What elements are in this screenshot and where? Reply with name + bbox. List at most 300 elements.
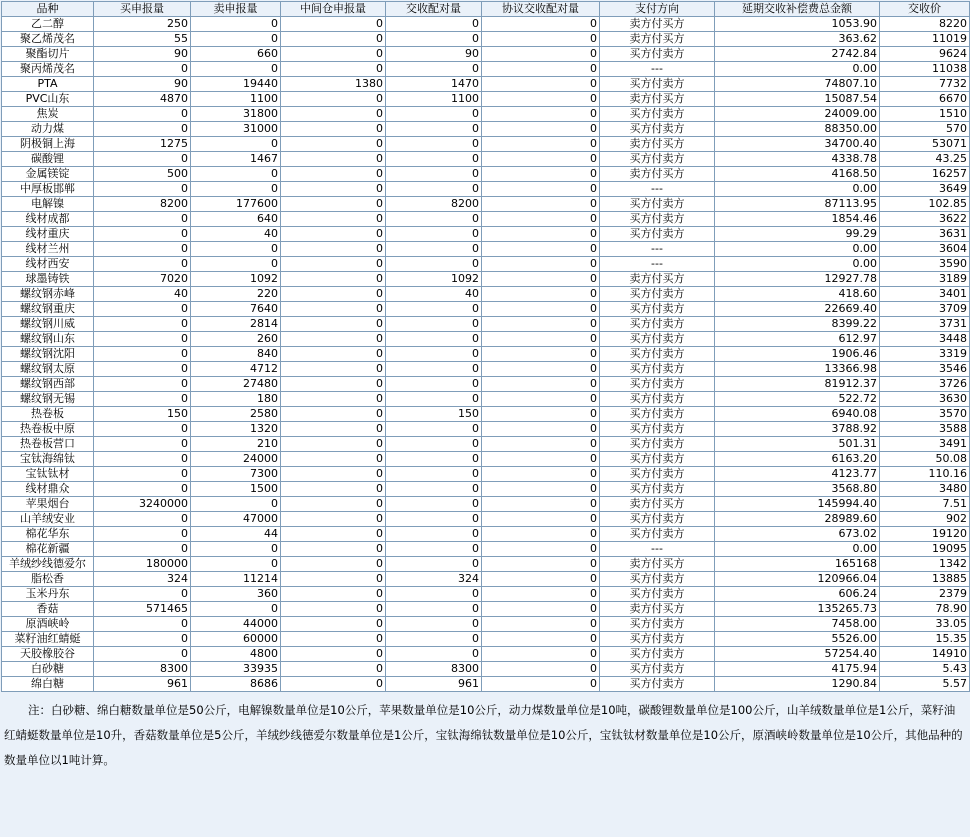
table-row bbox=[2, 137, 970, 152]
header-compensation-total: 延期交收补偿费总金额 bbox=[715, 2, 880, 17]
cell-settlement-price: 3731 bbox=[880, 317, 970, 332]
cell-sell-declared: 11214 bbox=[191, 572, 281, 587]
table-row bbox=[2, 92, 970, 107]
cell-variety: 线材成都 bbox=[2, 212, 94, 227]
cell-compensation-total: 4338.78 bbox=[715, 152, 880, 167]
cell-payment-direction: 卖方付买方 bbox=[600, 17, 715, 32]
cell-settlement-price: 1342 bbox=[880, 557, 970, 572]
cell-settlement-price: 50.08 bbox=[880, 452, 970, 467]
cell-variety: 乙二醇 bbox=[2, 17, 94, 32]
cell-sell-declared: 2580 bbox=[191, 407, 281, 422]
cell-compensation-total: 13366.98 bbox=[715, 362, 880, 377]
cell-payment-direction: 买方付卖方 bbox=[600, 677, 715, 692]
cell-matched-volume: 0 bbox=[386, 497, 482, 512]
cell-agreement-matched: 0 bbox=[482, 542, 600, 557]
cell-agreement-matched: 0 bbox=[482, 662, 600, 677]
cell-settlement-price: 3630 bbox=[880, 392, 970, 407]
cell-agreement-matched: 0 bbox=[482, 32, 600, 47]
cell-settlement-price: 33.05 bbox=[880, 617, 970, 632]
table-row bbox=[2, 437, 970, 452]
cell-matched-volume: 90 bbox=[386, 47, 482, 62]
cell-compensation-total: 5526.00 bbox=[715, 632, 880, 647]
cell-matched-volume: 0 bbox=[386, 182, 482, 197]
cell-compensation-total: 135265.73 bbox=[715, 602, 880, 617]
cell-payment-direction: 买方付卖方 bbox=[600, 122, 715, 137]
cell-matched-volume: 0 bbox=[386, 17, 482, 32]
cell-intermediate-declared: 0 bbox=[281, 92, 386, 107]
cell-buy-declared: 4870 bbox=[94, 92, 191, 107]
cell-buy-declared: 0 bbox=[94, 212, 191, 227]
table-row bbox=[2, 557, 970, 572]
cell-payment-direction: 买方付卖方 bbox=[600, 527, 715, 542]
cell-variety: 螺纹钢川威 bbox=[2, 317, 94, 332]
cell-compensation-total: 1290.84 bbox=[715, 677, 880, 692]
cell-buy-declared: 0 bbox=[94, 227, 191, 242]
cell-compensation-total: 4123.77 bbox=[715, 467, 880, 482]
cell-agreement-matched: 0 bbox=[482, 572, 600, 587]
cell-agreement-matched: 0 bbox=[482, 407, 600, 422]
cell-payment-direction: 买方付卖方 bbox=[600, 572, 715, 587]
cell-matched-volume: 0 bbox=[386, 392, 482, 407]
cell-intermediate-declared: 0 bbox=[281, 527, 386, 542]
cell-agreement-matched: 0 bbox=[482, 212, 600, 227]
cell-buy-declared: 0 bbox=[94, 317, 191, 332]
cell-buy-declared: 55 bbox=[94, 32, 191, 47]
cell-variety: 螺纹钢无锡 bbox=[2, 392, 94, 407]
cell-compensation-total: 81912.37 bbox=[715, 377, 880, 392]
cell-settlement-price: 14910 bbox=[880, 647, 970, 662]
cell-buy-declared: 571465 bbox=[94, 602, 191, 617]
cell-buy-declared: 0 bbox=[94, 362, 191, 377]
cell-buy-declared: 500 bbox=[94, 167, 191, 182]
cell-compensation-total: 1854.46 bbox=[715, 212, 880, 227]
cell-matched-volume: 1100 bbox=[386, 92, 482, 107]
cell-matched-volume: 0 bbox=[386, 632, 482, 647]
table-header-row bbox=[2, 2, 970, 17]
cell-matched-volume: 0 bbox=[386, 227, 482, 242]
cell-sell-declared: 60000 bbox=[191, 632, 281, 647]
cell-matched-volume: 8300 bbox=[386, 662, 482, 677]
cell-settlement-price: 78.90 bbox=[880, 602, 970, 617]
table-row bbox=[2, 212, 970, 227]
cell-payment-direction: 卖方付买方 bbox=[600, 272, 715, 287]
cell-compensation-total: 418.60 bbox=[715, 287, 880, 302]
cell-compensation-total: 606.24 bbox=[715, 587, 880, 602]
cell-settlement-price: 13885 bbox=[880, 572, 970, 587]
cell-sell-declared: 4712 bbox=[191, 362, 281, 377]
table-row bbox=[2, 152, 970, 167]
cell-compensation-total: 363.62 bbox=[715, 32, 880, 47]
cell-buy-declared: 0 bbox=[94, 482, 191, 497]
cell-compensation-total: 1053.90 bbox=[715, 17, 880, 32]
cell-sell-declared: 640 bbox=[191, 212, 281, 227]
cell-settlement-price: 5.43 bbox=[880, 662, 970, 677]
cell-buy-declared: 0 bbox=[94, 452, 191, 467]
cell-payment-direction: 买方付卖方 bbox=[600, 392, 715, 407]
cell-compensation-total: 7458.00 bbox=[715, 617, 880, 632]
cell-sell-declared: 660 bbox=[191, 47, 281, 62]
cell-matched-volume: 0 bbox=[386, 332, 482, 347]
cell-variety: 热卷板营口 bbox=[2, 437, 94, 452]
cell-settlement-price: 110.16 bbox=[880, 467, 970, 482]
cell-compensation-total: 99.29 bbox=[715, 227, 880, 242]
cell-matched-volume: 0 bbox=[386, 302, 482, 317]
cell-payment-direction: 买方付卖方 bbox=[600, 482, 715, 497]
cell-payment-direction: 买方付卖方 bbox=[600, 662, 715, 677]
table-row bbox=[2, 107, 970, 122]
cell-settlement-price: 5.57 bbox=[880, 677, 970, 692]
cell-sell-declared: 1500 bbox=[191, 482, 281, 497]
cell-compensation-total: 88350.00 bbox=[715, 122, 880, 137]
cell-payment-direction: 卖方付买方 bbox=[600, 602, 715, 617]
cell-matched-volume: 0 bbox=[386, 617, 482, 632]
cell-sell-declared: 180 bbox=[191, 392, 281, 407]
cell-compensation-total: 0.00 bbox=[715, 257, 880, 272]
cell-settlement-price: 2379 bbox=[880, 587, 970, 602]
cell-payment-direction: 买方付卖方 bbox=[600, 77, 715, 92]
cell-buy-declared: 0 bbox=[94, 542, 191, 557]
cell-variety: 棉花华东 bbox=[2, 527, 94, 542]
cell-variety: 螺纹钢太原 bbox=[2, 362, 94, 377]
cell-payment-direction: 买方付卖方 bbox=[600, 587, 715, 602]
cell-matched-volume: 0 bbox=[386, 152, 482, 167]
cell-intermediate-declared: 0 bbox=[281, 512, 386, 527]
cell-buy-declared: 0 bbox=[94, 107, 191, 122]
cell-compensation-total: 3568.80 bbox=[715, 482, 880, 497]
cell-payment-direction: 买方付卖方 bbox=[600, 377, 715, 392]
cell-settlement-price: 19095 bbox=[880, 542, 970, 557]
cell-payment-direction: 买方付卖方 bbox=[600, 287, 715, 302]
cell-sell-declared: 8686 bbox=[191, 677, 281, 692]
cell-payment-direction: 买方付卖方 bbox=[600, 467, 715, 482]
cell-intermediate-declared: 0 bbox=[281, 677, 386, 692]
cell-intermediate-declared: 0 bbox=[281, 167, 386, 182]
cell-payment-direction: --- bbox=[600, 62, 715, 77]
cell-agreement-matched: 0 bbox=[482, 122, 600, 137]
cell-variety: 线材鼎众 bbox=[2, 482, 94, 497]
cell-variety: 羊绒纱线德爱尔 bbox=[2, 557, 94, 572]
cell-sell-declared: 0 bbox=[191, 242, 281, 257]
cell-payment-direction: 买方付卖方 bbox=[600, 332, 715, 347]
cell-compensation-total: 522.72 bbox=[715, 392, 880, 407]
cell-agreement-matched: 0 bbox=[482, 617, 600, 632]
cell-compensation-total: 87113.95 bbox=[715, 197, 880, 212]
cell-compensation-total: 0.00 bbox=[715, 182, 880, 197]
cell-intermediate-declared: 0 bbox=[281, 212, 386, 227]
cell-sell-declared: 44000 bbox=[191, 617, 281, 632]
cell-variety: 阴极铜上海 bbox=[2, 137, 94, 152]
cell-payment-direction: --- bbox=[600, 242, 715, 257]
table-row bbox=[2, 422, 970, 437]
table-row bbox=[2, 227, 970, 242]
cell-matched-volume: 40 bbox=[386, 287, 482, 302]
cell-payment-direction: 买方付卖方 bbox=[600, 512, 715, 527]
table-body bbox=[2, 17, 970, 692]
footnote: 注：白砂糖、绵白糖数量单位是50公斤，电解镍数量单位是10公斤，苹果数量单位是10公斤，动力煤数量单位是10吨，碳酸锂数量单位是100公斤，山羊绒数量单位是1公斤，菜籽油红蜻蜓数量单位是10升，香菇数量单位是5公斤，羊绒纱线德爱尔数量单位是1公斤，宝钛海绵钛数量单位是10公斤，宝钛钛材数量单位是10公斤，原酒峡岭数量单位是10公斤，其他品种的数量单位以1吨计算。 bbox=[4, 703, 963, 767]
cell-buy-declared: 7020 bbox=[94, 272, 191, 287]
cell-agreement-matched: 0 bbox=[482, 587, 600, 602]
cell-matched-volume: 0 bbox=[386, 32, 482, 47]
cell-agreement-matched: 0 bbox=[482, 242, 600, 257]
cell-payment-direction: 买方付卖方 bbox=[600, 197, 715, 212]
cell-agreement-matched: 0 bbox=[482, 392, 600, 407]
cell-intermediate-declared: 0 bbox=[281, 602, 386, 617]
cell-agreement-matched: 0 bbox=[482, 437, 600, 452]
table-row bbox=[2, 587, 970, 602]
cell-buy-declared: 0 bbox=[94, 587, 191, 602]
cell-payment-direction: 卖方付买方 bbox=[600, 32, 715, 47]
cell-settlement-price: 3622 bbox=[880, 212, 970, 227]
cell-sell-declared: 4800 bbox=[191, 647, 281, 662]
table-row bbox=[2, 47, 970, 62]
cell-buy-declared: 250 bbox=[94, 17, 191, 32]
cell-compensation-total: 74807.10 bbox=[715, 77, 880, 92]
cell-intermediate-declared: 0 bbox=[281, 62, 386, 77]
cell-intermediate-declared: 0 bbox=[281, 32, 386, 47]
cell-settlement-price: 43.25 bbox=[880, 152, 970, 167]
table-row bbox=[2, 257, 970, 272]
cell-settlement-price: 7.51 bbox=[880, 497, 970, 512]
cell-agreement-matched: 0 bbox=[482, 257, 600, 272]
cell-buy-declared: 150 bbox=[94, 407, 191, 422]
cell-sell-declared: 0 bbox=[191, 182, 281, 197]
cell-payment-direction: 买方付卖方 bbox=[600, 647, 715, 662]
table-row bbox=[2, 662, 970, 677]
cell-variety: 苹果烟台 bbox=[2, 497, 94, 512]
cell-variety: 球墨铸铁 bbox=[2, 272, 94, 287]
cell-compensation-total: 2742.84 bbox=[715, 47, 880, 62]
cell-agreement-matched: 0 bbox=[482, 137, 600, 152]
cell-sell-declared: 31000 bbox=[191, 122, 281, 137]
cell-payment-direction: --- bbox=[600, 257, 715, 272]
cell-compensation-total: 24009.00 bbox=[715, 107, 880, 122]
cell-intermediate-declared: 0 bbox=[281, 647, 386, 662]
cell-sell-declared: 1467 bbox=[191, 152, 281, 167]
cell-payment-direction: 买方付卖方 bbox=[600, 422, 715, 437]
cell-agreement-matched: 0 bbox=[482, 497, 600, 512]
cell-intermediate-declared: 0 bbox=[281, 137, 386, 152]
cell-intermediate-declared: 0 bbox=[281, 122, 386, 137]
cell-settlement-price: 53071 bbox=[880, 137, 970, 152]
cell-settlement-price: 19120 bbox=[880, 527, 970, 542]
table-row bbox=[2, 362, 970, 377]
table-row bbox=[2, 407, 970, 422]
cell-variety: 宝钛海绵钛 bbox=[2, 452, 94, 467]
cell-buy-declared: 0 bbox=[94, 527, 191, 542]
cell-intermediate-declared: 0 bbox=[281, 347, 386, 362]
cell-compensation-total: 34700.40 bbox=[715, 137, 880, 152]
cell-settlement-price: 3570 bbox=[880, 407, 970, 422]
cell-payment-direction: 买方付卖方 bbox=[600, 152, 715, 167]
cell-compensation-total: 1906.46 bbox=[715, 347, 880, 362]
cell-intermediate-declared: 0 bbox=[281, 272, 386, 287]
cell-agreement-matched: 0 bbox=[482, 422, 600, 437]
cell-intermediate-declared: 0 bbox=[281, 617, 386, 632]
table-row bbox=[2, 122, 970, 137]
cell-intermediate-declared: 0 bbox=[281, 632, 386, 647]
cell-variety: 热卷板中原 bbox=[2, 422, 94, 437]
cell-agreement-matched: 0 bbox=[482, 197, 600, 212]
cell-matched-volume: 0 bbox=[386, 482, 482, 497]
cell-buy-declared: 0 bbox=[94, 152, 191, 167]
cell-payment-direction: 买方付卖方 bbox=[600, 227, 715, 242]
cell-sell-declared: 0 bbox=[191, 32, 281, 47]
header-payment-direction: 支付方向 bbox=[600, 2, 715, 17]
cell-payment-direction: 买方付卖方 bbox=[600, 632, 715, 647]
cell-sell-declared: 31800 bbox=[191, 107, 281, 122]
header-agreement-matched: 协议交收配对量 bbox=[482, 2, 600, 17]
cell-compensation-total: 22669.40 bbox=[715, 302, 880, 317]
cell-payment-direction: 买方付卖方 bbox=[600, 437, 715, 452]
table-row bbox=[2, 287, 970, 302]
cell-compensation-total: 612.97 bbox=[715, 332, 880, 347]
cell-sell-declared: 0 bbox=[191, 557, 281, 572]
cell-buy-declared: 3240000 bbox=[94, 497, 191, 512]
cell-matched-volume: 0 bbox=[386, 257, 482, 272]
cell-agreement-matched: 0 bbox=[482, 287, 600, 302]
cell-variety: 菜籽油红蜻蜓 bbox=[2, 632, 94, 647]
cell-buy-declared: 90 bbox=[94, 77, 191, 92]
cell-compensation-total: 145994.40 bbox=[715, 497, 880, 512]
table-row bbox=[2, 542, 970, 557]
cell-variety: 动力煤 bbox=[2, 122, 94, 137]
settlement-table bbox=[1, 1, 970, 692]
cell-payment-direction: 卖方付买方 bbox=[600, 137, 715, 152]
cell-agreement-matched: 0 bbox=[482, 527, 600, 542]
cell-matched-volume: 0 bbox=[386, 167, 482, 182]
cell-intermediate-declared: 0 bbox=[281, 452, 386, 467]
table-row bbox=[2, 512, 970, 527]
cell-payment-direction: 卖方付买方 bbox=[600, 557, 715, 572]
header-intermediate-declared: 中间仓申报量 bbox=[281, 2, 386, 17]
cell-agreement-matched: 0 bbox=[482, 347, 600, 362]
cell-intermediate-declared: 0 bbox=[281, 662, 386, 677]
cell-matched-volume: 0 bbox=[386, 557, 482, 572]
table-row bbox=[2, 617, 970, 632]
cell-compensation-total: 4175.94 bbox=[715, 662, 880, 677]
cell-sell-declared: 7640 bbox=[191, 302, 281, 317]
table-row bbox=[2, 167, 970, 182]
cell-compensation-total: 673.02 bbox=[715, 527, 880, 542]
cell-settlement-price: 3448 bbox=[880, 332, 970, 347]
cell-compensation-total: 0.00 bbox=[715, 542, 880, 557]
cell-agreement-matched: 0 bbox=[482, 302, 600, 317]
header-buy-declared: 买申报量 bbox=[94, 2, 191, 17]
cell-matched-volume: 0 bbox=[386, 527, 482, 542]
table-row bbox=[2, 332, 970, 347]
cell-settlement-price: 3709 bbox=[880, 302, 970, 317]
table-row bbox=[2, 677, 970, 692]
cell-agreement-matched: 0 bbox=[482, 92, 600, 107]
cell-matched-volume: 0 bbox=[386, 542, 482, 557]
cell-matched-volume: 0 bbox=[386, 62, 482, 77]
cell-agreement-matched: 0 bbox=[482, 167, 600, 182]
cell-sell-declared: 1092 bbox=[191, 272, 281, 287]
cell-sell-declared: 1320 bbox=[191, 422, 281, 437]
cell-matched-volume: 0 bbox=[386, 107, 482, 122]
cell-payment-direction: 买方付卖方 bbox=[600, 452, 715, 467]
cell-variety: 原酒峡岭 bbox=[2, 617, 94, 632]
cell-intermediate-declared: 0 bbox=[281, 587, 386, 602]
cell-agreement-matched: 0 bbox=[482, 452, 600, 467]
cell-payment-direction: 买方付卖方 bbox=[600, 317, 715, 332]
cell-sell-declared: 19440 bbox=[191, 77, 281, 92]
cell-matched-volume: 324 bbox=[386, 572, 482, 587]
cell-settlement-price: 3588 bbox=[880, 422, 970, 437]
table-row bbox=[2, 272, 970, 287]
header-sell-declared: 卖申报量 bbox=[191, 2, 281, 17]
cell-variety: 香菇 bbox=[2, 602, 94, 617]
cell-matched-volume: 0 bbox=[386, 512, 482, 527]
cell-buy-declared: 180000 bbox=[94, 557, 191, 572]
table-row bbox=[2, 317, 970, 332]
table-row bbox=[2, 482, 970, 497]
cell-agreement-matched: 0 bbox=[482, 107, 600, 122]
cell-agreement-matched: 0 bbox=[482, 62, 600, 77]
cell-agreement-matched: 0 bbox=[482, 482, 600, 497]
cell-settlement-price: 3604 bbox=[880, 242, 970, 257]
cell-payment-direction: --- bbox=[600, 542, 715, 557]
cell-variety: 热卷板 bbox=[2, 407, 94, 422]
cell-payment-direction: 买方付卖方 bbox=[600, 617, 715, 632]
cell-compensation-total: 4168.50 bbox=[715, 167, 880, 182]
table-row bbox=[2, 17, 970, 32]
table-row bbox=[2, 632, 970, 647]
cell-intermediate-declared: 0 bbox=[281, 152, 386, 167]
cell-matched-volume: 0 bbox=[386, 422, 482, 437]
cell-settlement-price: 3631 bbox=[880, 227, 970, 242]
cell-matched-volume: 0 bbox=[386, 587, 482, 602]
cell-compensation-total: 120966.04 bbox=[715, 572, 880, 587]
cell-settlement-price: 3491 bbox=[880, 437, 970, 452]
cell-compensation-total: 0.00 bbox=[715, 62, 880, 77]
cell-buy-declared: 0 bbox=[94, 392, 191, 407]
cell-payment-direction: 买方付卖方 bbox=[600, 47, 715, 62]
cell-variety: PVC山东 bbox=[2, 92, 94, 107]
cell-buy-declared: 0 bbox=[94, 377, 191, 392]
cell-variety: 螺纹钢山东 bbox=[2, 332, 94, 347]
cell-settlement-price: 15.35 bbox=[880, 632, 970, 647]
cell-buy-declared: 0 bbox=[94, 512, 191, 527]
cell-variety: 聚酯切片 bbox=[2, 47, 94, 62]
cell-sell-declared: 44 bbox=[191, 527, 281, 542]
cell-variety: 螺纹钢沈阳 bbox=[2, 347, 94, 362]
cell-settlement-price: 8220 bbox=[880, 17, 970, 32]
header-variety: 品种 bbox=[2, 2, 94, 17]
cell-settlement-price: 3401 bbox=[880, 287, 970, 302]
cell-sell-declared: 0 bbox=[191, 137, 281, 152]
cell-agreement-matched: 0 bbox=[482, 377, 600, 392]
cell-buy-declared: 324 bbox=[94, 572, 191, 587]
cell-payment-direction: 卖方付买方 bbox=[600, 167, 715, 182]
cell-compensation-total: 501.31 bbox=[715, 437, 880, 452]
cell-payment-direction: 买方付卖方 bbox=[600, 107, 715, 122]
cell-matched-volume: 1470 bbox=[386, 77, 482, 92]
cell-settlement-price: 1510 bbox=[880, 107, 970, 122]
cell-buy-declared: 0 bbox=[94, 62, 191, 77]
cell-variety: PTA bbox=[2, 77, 94, 92]
cell-sell-declared: 47000 bbox=[191, 512, 281, 527]
cell-sell-declared: 0 bbox=[191, 602, 281, 617]
cell-buy-declared: 0 bbox=[94, 632, 191, 647]
cell-intermediate-declared: 0 bbox=[281, 182, 386, 197]
cell-sell-declared: 40 bbox=[191, 227, 281, 242]
cell-payment-direction: --- bbox=[600, 182, 715, 197]
cell-settlement-price: 3546 bbox=[880, 362, 970, 377]
cell-sell-declared: 7300 bbox=[191, 467, 281, 482]
cell-sell-declared: 24000 bbox=[191, 452, 281, 467]
cell-compensation-total: 3788.92 bbox=[715, 422, 880, 437]
